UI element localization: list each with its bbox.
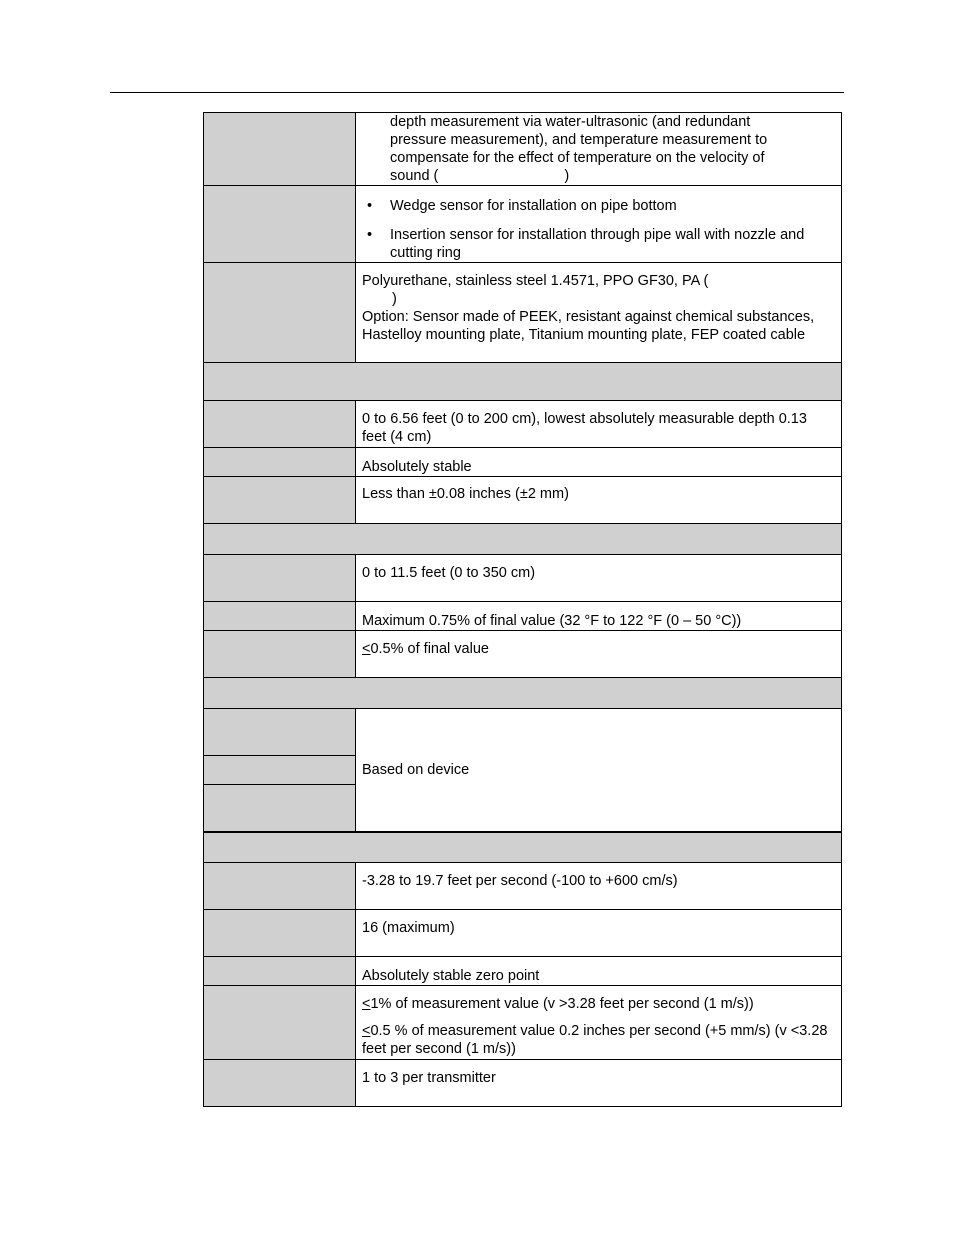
row-label-cell <box>204 785 356 832</box>
table-row <box>204 555 842 602</box>
row-label-cell <box>204 957 356 986</box>
table-row <box>204 863 842 910</box>
less-equal-sign: < <box>362 641 371 657</box>
row-label-cell <box>204 602 356 631</box>
header-rule <box>110 92 844 93</box>
table-row <box>204 448 842 477</box>
row-label-cell <box>204 863 356 910</box>
list-item: • Insertion sensor for installation through pipe wall with nozzle and cutting ring <box>390 226 835 262</box>
row-value-cell: 1 to 3 per transmitter <box>356 1060 842 1107</box>
table-row <box>204 957 842 986</box>
row-value-cell: Absolutely stable <box>356 448 842 477</box>
row-value-cell: <1% of measurement value (v >3.28 feet per second (1 m/s)) <0.5 % of measurement value 0.2 inches per second (+5 mm/s) (v <3.28 feet per second (1 m/s)) <box>356 986 842 1060</box>
row-value-cell: Less than ±0.08 inches (±2 mm) <box>356 477 842 524</box>
row-value-cell: <0.5% of final value <box>356 631 842 678</box>
table-row <box>204 186 842 263</box>
row-label-cell <box>204 186 356 263</box>
row-label-cell <box>204 756 356 785</box>
table-row <box>204 709 842 756</box>
less-equal-sign: < <box>362 996 371 1012</box>
table-row <box>204 263 842 363</box>
section-band <box>204 363 842 401</box>
row-label-cell <box>204 401 356 448</box>
material-option-text: Option: Sensor made of PEEK, resistant against chemical substances, Hastelloy mounting plate, Titanium mounting plate, FEP coated cable <box>362 309 815 343</box>
row-value-cell: Absolutely stable zero point <box>356 957 842 986</box>
material-text: Polyurethane, stainless steel 1.4571, PPO GF30, PA ( <box>362 273 709 289</box>
table-row <box>204 477 842 524</box>
row-value-cell: -3.28 to 19.7 feet per second (-100 to +600 cm/s) <box>356 863 842 910</box>
row-label-cell <box>204 910 356 957</box>
table-row <box>204 602 842 631</box>
table-row <box>204 1060 842 1107</box>
row-value-cell <box>356 186 842 263</box>
less-equal-sign: < <box>362 1023 371 1039</box>
section-band <box>204 678 842 709</box>
row-label-cell <box>204 1060 356 1107</box>
row-value-cell: Maximum 0.75% of final value (32 °F to 122 °F (0 – 50 °C)) <box>356 602 842 631</box>
section-band <box>204 524 842 555</box>
list-item: • Wedge sensor for installation on pipe bottom <box>390 197 835 215</box>
table-row <box>204 113 842 186</box>
merged-value-cell: Based on device <box>356 709 842 832</box>
row-label-cell <box>204 263 356 363</box>
row-value-cell: 0 to 6.56 feet (0 to 200 cm), lowest absolutely measurable depth 0.13 feet (4 cm) <box>356 401 842 448</box>
sensor-type-list <box>362 197 835 262</box>
section-band <box>204 832 842 863</box>
row-label-cell <box>204 448 356 477</box>
row-label-cell <box>204 477 356 524</box>
row-label-cell <box>204 986 356 1060</box>
row-label-cell <box>204 113 356 186</box>
row-label-cell <box>204 709 356 756</box>
specification-table <box>203 112 842 1107</box>
table-row <box>204 631 842 678</box>
table-row <box>204 910 842 957</box>
row-label-cell <box>204 555 356 602</box>
row-value-cell: 0 to 11.5 feet (0 to 350 cm) <box>356 555 842 602</box>
table-row <box>204 986 842 1060</box>
row-value-cell <box>356 113 842 186</box>
material-text-cont: ) <box>392 291 397 307</box>
row-value-cell: 16 (maximum) <box>356 910 842 957</box>
row-value-cell <box>356 263 842 363</box>
table-row <box>204 401 842 448</box>
row-label-cell <box>204 631 356 678</box>
measurement-method-text: depth measurement via water-ultrasonic (and redundant pressure measurement), and temperature measurement to compensate for the effect of temperature on the velocity of sound ( ) <box>390 114 768 184</box>
